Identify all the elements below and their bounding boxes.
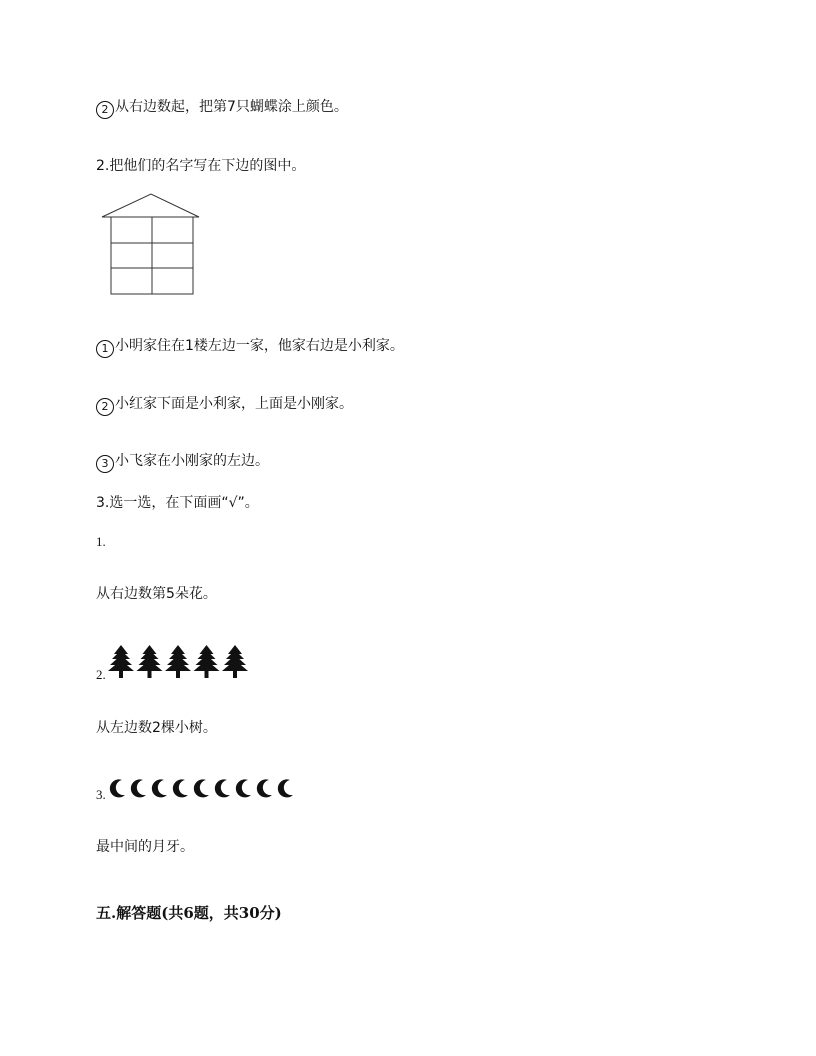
q2-item-3-text: 小飞家在小刚家的左边。: [115, 453, 269, 469]
crescent-moon-icon: [173, 779, 188, 797]
q3-sub1-number: 1.: [96, 534, 106, 549]
house-roof: [102, 194, 199, 217]
q2-item-2: [96, 394, 353, 416]
pine-tree-icon: [222, 645, 248, 678]
pine-tree-icon: [108, 645, 134, 678]
q2-title: 2.把他们的名字写在下边的图中。: [96, 158, 306, 174]
q3-sub3-number: 3.: [96, 787, 106, 802]
pine-tree-icon: [137, 645, 163, 678]
crescent-moon-icon: [194, 779, 209, 797]
crescent-moon-row: [108, 778, 300, 800]
crescent-moon-icon: [110, 779, 125, 797]
q2-item-3: [96, 451, 269, 473]
crescent-moon-icon: [236, 779, 251, 797]
circled-number: 2: [96, 101, 114, 119]
q1-item-2-text: 从右边数起，把第7只蝴蝶涂上颜色。: [115, 99, 348, 115]
q3-sub2-number: 2.: [96, 667, 106, 682]
q2-item-1: [96, 336, 404, 358]
pine-tree-icon: [194, 645, 220, 678]
circled-number: 3: [96, 455, 114, 473]
crescent-moon-icon: [131, 779, 146, 797]
house-diagram: [100, 192, 202, 298]
circled-number: 2: [96, 398, 114, 416]
pine-tree-icon: [165, 645, 191, 678]
q3-title: 3.选一选，在下面画“√”。: [96, 495, 259, 511]
q2-item-2-text: 小红家下面是小利家，上面是小刚家。: [115, 396, 353, 412]
q3-sub1-text: 从右边数第5朵花。: [96, 586, 217, 602]
circled-number: 1: [96, 340, 114, 358]
crescent-moon-icon: [215, 779, 230, 797]
crescent-moon-icon: [152, 779, 167, 797]
section-5-title: 五.解答题(共6题，共30分): [96, 904, 282, 922]
crescent-moon-icon: [278, 779, 293, 797]
q3-sub2-text: 从左边数2棵小树。: [96, 720, 217, 736]
crescent-moon-icon: [257, 779, 272, 797]
q1-item-2: [96, 97, 348, 119]
q2-item-1-text: 小明家住在1楼左边一家，他家右边是小利家。: [115, 338, 404, 354]
pine-tree-row: [108, 644, 250, 680]
q3-sub3-text: 最中间的月牙。: [96, 839, 194, 855]
